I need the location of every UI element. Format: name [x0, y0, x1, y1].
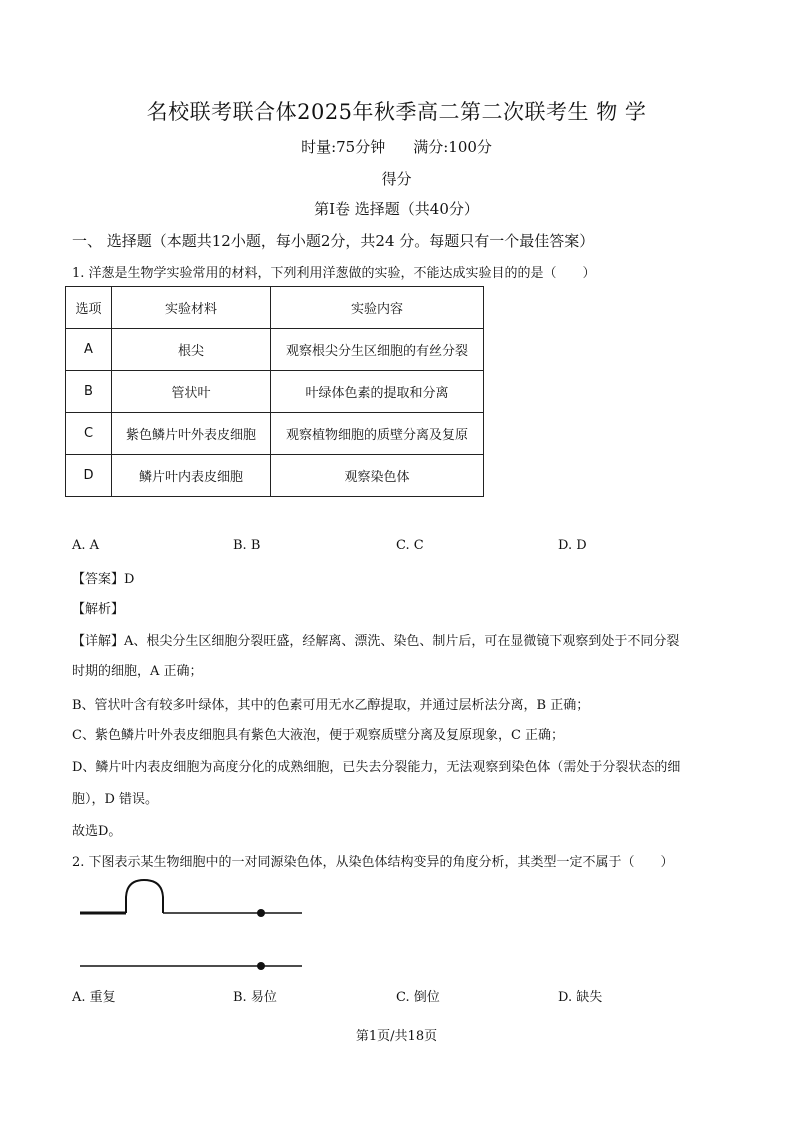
exam-full-score: 满分:100分 [413, 138, 492, 156]
table-header-cell: 实验材料 [112, 287, 271, 329]
table-cell: 紫色鳞片叶外表皮细胞 [112, 413, 271, 455]
table-cell: 观察染色体 [271, 455, 484, 497]
table-cell: B [66, 371, 112, 413]
explanation-line: 时期的细胞，A 正确； [72, 664, 203, 679]
q2-option-c: C. 倒位 [396, 990, 440, 1005]
explanation-line: 故选D。 [72, 824, 122, 839]
table-header-cell: 实验内容 [271, 287, 484, 329]
centromere-1 [257, 909, 265, 917]
centromere-2 [257, 962, 265, 970]
explanation-line: B、管状叶含有较多叶绿体，其中的色素可用无水乙醇提取，并通过层析法分离，B 正确； [72, 698, 590, 713]
analysis-tag: 【解析】 [72, 602, 125, 617]
score-label: 得分 [381, 170, 412, 188]
explanation-line [72, 630, 679, 649]
exam-meta [0, 136, 793, 157]
explanation-line: 胞），D 错误。 [72, 792, 159, 807]
exam-time: 时量:75分钟 [301, 138, 386, 156]
exam-title: 名校联考联合体2025年秋季高二第二次联考生 物 学 [146, 100, 647, 124]
q1-option-c: C. C [396, 538, 424, 553]
table-header-cell: 选项 [66, 287, 112, 329]
experiment-table [65, 286, 484, 497]
table-cell: 管状叶 [112, 371, 271, 413]
table-row [66, 371, 484, 413]
q1-option-d: D. D [558, 538, 587, 553]
table-row [66, 455, 484, 497]
chromosome-diagram [76, 868, 306, 978]
page-number: 第1页/共18页 [355, 1029, 438, 1044]
table-cell: C [66, 413, 112, 455]
table-cell: 根尖 [112, 329, 271, 371]
table-header-row [66, 287, 484, 329]
table-cell: A [66, 329, 112, 371]
table-row [66, 413, 484, 455]
question-1-stem: 1. 洋葱是生物学实验常用的材料，下列利用洋葱做的实验，不能达成实验目的的是（ ） [72, 266, 596, 281]
question-2-stem: 2. 下图表示某生物细胞中的一对同源染色体，从染色体结构变异的角度分析，其类型一定不属于（ ） [72, 855, 674, 870]
table-cell: D [66, 455, 112, 497]
answer-tag: 【答案】 [72, 572, 125, 587]
explanation-text: A、根尖分生区细胞分裂旺盛，经解离、漂洗、染色、制片后，可在显微镜下观察到处于不同分裂 [124, 634, 680, 649]
q2-option-b: B. 易位 [233, 990, 277, 1005]
q1-option-b: B. B [233, 538, 261, 553]
q1-option-a: A. A [72, 538, 100, 553]
table-cell: 观察根尖分生区细胞的有丝分裂 [271, 329, 484, 371]
q2-option-d: D. 缺失 [558, 990, 603, 1005]
table-cell: 鳞片叶内表皮细胞 [112, 455, 271, 497]
part-heading: 一、 选择题（本题共12小题，每小题2分，共24 分。每题只有一个最佳答案） [72, 232, 595, 250]
answer-line [72, 568, 134, 587]
answer-value: D [124, 572, 135, 587]
chromosome-1-bulge [126, 880, 163, 913]
explanation-line: D、鳞片叶内表皮细胞为高度分化的成熟细胞，已失去分裂能力，无法观察到染色体（需处于分裂状态的细 [72, 760, 681, 775]
explanation-line: C、紫色鳞片叶外表皮细胞具有紫色大液泡，便于观察质壁分离及复原现象，C 正确； [72, 728, 565, 743]
section-title: 第Ⅰ卷 选择题（共40分） [314, 200, 479, 218]
detail-tag: 【详解】 [72, 634, 125, 649]
table-cell: 观察植物细胞的质壁分离及复原 [271, 413, 484, 455]
table-row [66, 329, 484, 371]
q2-option-a: A. 重复 [72, 990, 116, 1005]
table-cell: 叶绿体色素的提取和分离 [271, 371, 484, 413]
